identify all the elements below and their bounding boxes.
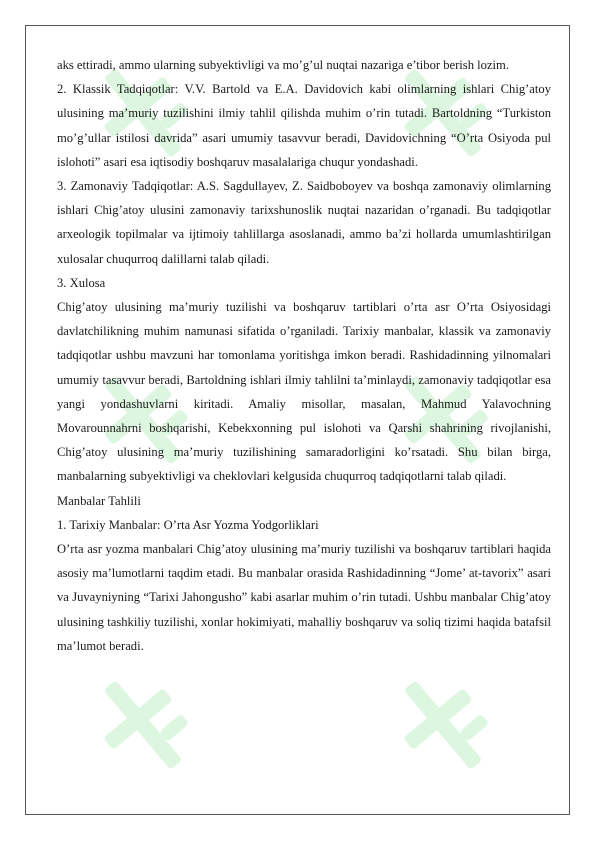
heading-historical-sources: 1. Tarixiy Manbalar: O’rta Asr Yozma Yodgorliklari — [57, 517, 319, 532]
paragraph-intro-tail: aks ettiradi, ammo ularning subyektivligi va mo’g’ul nuqtai nazariga e’tibor berish lozim. — [57, 58, 509, 72]
paragraph-classic-studies: 2. Klassik Tadqiqotlar: V.V. Bartold va E.A. Davidovich kabi olimlarning ishlari Chig’atoy ulusining ma’muriy tuzilishini ilmiy tahlil qilishda muhim o’rin tutadi. Bartoldning “Turkiston mo’g’ullar istilosi davrida” asari umumiy tasavvur beradi, Davidovichning “O’rta Osiyoda pul islohoti” asari esa iqtisodiy boshqaruv masalalariga chuqur yondashadi. — [57, 82, 551, 169]
paragraph-modern-studies: 3. Zamonaviy Tadqiqotlar: A.S. Sagdullayev, Z. Saidboboyev va boshqa zamonaviy olimlarning ishlari Chig’atoy ulusini zamonaviy tarixshunoslik nuqtai nazaridan o’rganadi. Bu tadqiqotlar arxeologik topilmalar va ijtimoiy tahlillarga asoslanadi, ammo ba’zi hollarda umumlashtirilgan xulosalar chuqurroq dalillarni talab qiladi. — [57, 179, 551, 266]
heading-conclusion: 3. Xulosa — [57, 275, 106, 290]
paragraph-historical-sources: O’rta asr yozma manbalari Chig’atoy ulusining ma’muriy tuzilishi va boshqaruv tartiblari haqida asosiy ma’lumotlarni taqdim etadi. Bu manbalar orasida Rashidadinning “Jome’ at-tavorix” asari va Juvayniyning “Tarixi Jahongusho” kabi asarlar muhim o’rin tutadi. Ushbu manbalar Chig’atoy ulusining tashkiliy tuzilishi, xonlar hokimiyati, mahalliy boshqaruv va soliq tizimi haqida batafsil ma’lumot beradi. — [57, 542, 551, 653]
paragraph-conclusion: Chig’atoy ulusining ma’muriy tuzilishi va boshqaruv tartiblari o’rta asr O’rta Osiyosidagi davlatchilikning muhim namunasi sifatida o’rganiladi. Tarixiy manbalar, klassik va zamonaviy tadqiqotlar ushbu mavzuni har tomonlama yoritishga imkon beradi. Rashidadinning yilnomalari umumiy tasavvur beradi, Bartoldning ishlari ilmiy tahlilni ta’minlaydi, zamonaviy tadqiqotlar esa yangi yondashuvlarni kiritadi. Amaliy misollar, masalan, Mahmud Yalavochning Movarounnahrni boshqarishi, Kebekxonning pul islohoti va Qarshi shahrining rivojlanishi, Chig’atoy ulusining ma’muriy tuzilishining samaradorligini ko’rsatadi. Shu bilan birga, manbalarning subyektivligi va cheklovlari kelgusida chuqurroq tadqiqotlarni talab qiladi. — [57, 300, 551, 484]
document-body — [57, 53, 551, 658]
heading-source-analysis: Manbalar Tahlili — [57, 493, 141, 508]
